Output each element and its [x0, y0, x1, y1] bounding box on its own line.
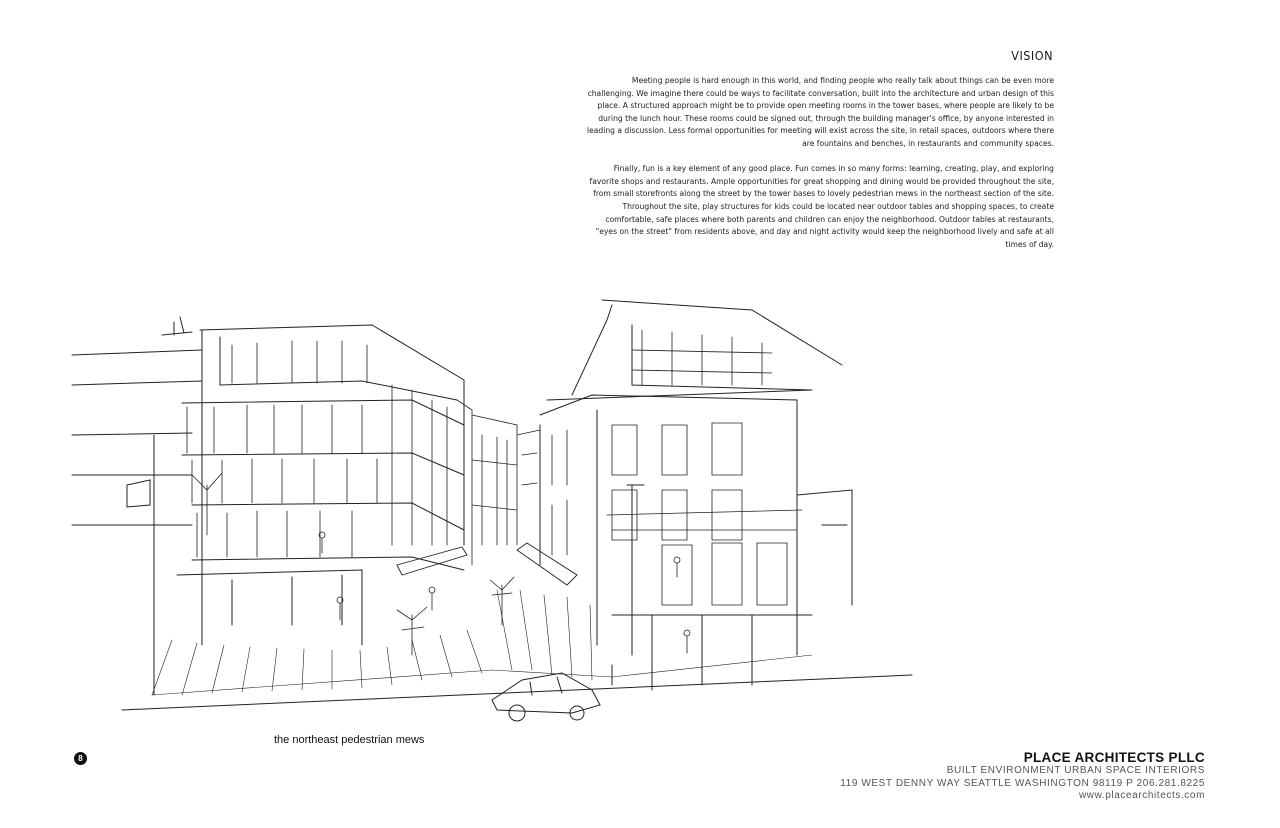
car [492, 673, 600, 721]
firm-name: PLACE ARCHITECTS PLLC [1023, 750, 1205, 765]
pedestrian-mews-sketch [52, 185, 917, 745]
right-building [540, 300, 852, 690]
left-building [162, 317, 464, 645]
distant-buildings [457, 400, 540, 565]
figure-caption: the northeast pedestrian mews [274, 734, 425, 746]
awnings [397, 543, 577, 585]
firm-website[interactable]: www.placearchitects.com [1078, 790, 1205, 801]
firm-footer [840, 750, 1205, 803]
left-edge-building [72, 350, 202, 695]
paragraph-meeting: Meeting people is hard enough in this world, and finding people who really talk about things can be even more challenging. We imagine there could be ways to facilitate conversation, built into the architecture and urban design of this place. A structured approach might be to provide open meeting rooms in the tower bases, where people are likely to be during the lunch hour. These rooms could be signed out, through the building manager's office, by anyone interested in leading a discussion. Less formal opportunities for meeting will exist across the site, in retail spaces, outdoors where there are fountains and benches, in restaurants and community spaces. [586, 76, 1054, 148]
trees [192, 473, 514, 655]
section-heading: VISION [1011, 48, 1053, 63]
paragraph-fun: Finally, fun is a key element of any good place. Fun comes in so many forms: learning, creating, play, and exploring favorite shops and restaurants. Ample opportunities for great shopping and dining would be provided throughout the site, from small storefronts along the street by the tower bases to lovely pedestrian mews in the northeast section of the site. Throughout the site, play structures for kids could be located near outdoor tables and shopping spaces, to create comfortable, safe places where both parents and children can enjoy the neighborhood. Outdoor tables at restaurants, "eyes on the street" from residents above, and day and night activity would keep the neighborhood lively and safe at all times of day. [589, 164, 1054, 249]
page-number-badge: 8 [74, 752, 87, 765]
firm-address: 119 WEST DENNY WAY SEATTLE WASHINGTON 98119 P 206.281.8225 [840, 777, 1205, 789]
firm-tagline: BUILT ENVIRONMENT URBAN SPACE INTERIORS [946, 765, 1205, 776]
deck-hatching [152, 590, 812, 695]
people [319, 532, 690, 653]
street-lamp [627, 485, 644, 655]
